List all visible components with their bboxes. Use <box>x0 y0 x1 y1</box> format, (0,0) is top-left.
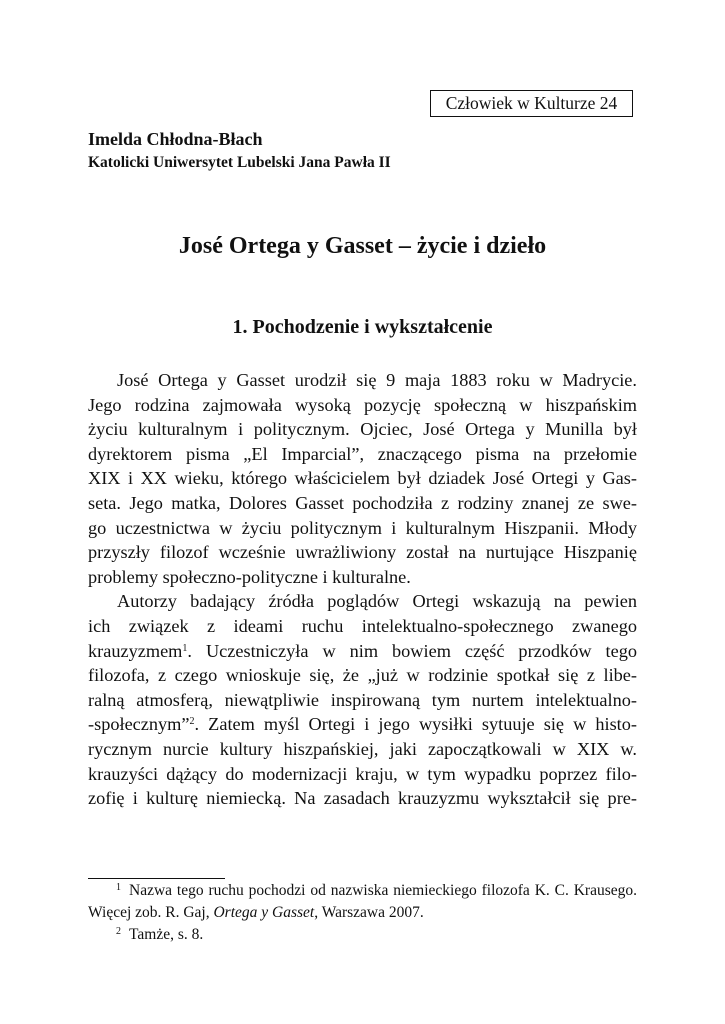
text-line: krauzyści dążący do modernizacji kraju, w tym wypadku poprzez filo- <box>88 763 637 784</box>
footnote-number: 1 <box>116 882 121 893</box>
footnote-text: Nazwa tego ruchu pochodzi od nazwiska niemieckiego filozofa K. C. Krausego. <box>129 882 637 899</box>
text-segment: . Uczestniczyła w nim bowiem część przodków tego <box>187 640 637 661</box>
text-line: Autorzy badający źródła poglądów Ortegi wskazują na pewien <box>117 591 637 612</box>
footnote-divider <box>88 878 225 879</box>
footnote-2 <box>88 924 637 946</box>
footnote-text: , Warszawa 2007. <box>314 904 424 921</box>
footnote-number: 2 <box>116 926 121 937</box>
footnotes <box>88 880 637 946</box>
text-line: życiu kulturalnym i politycznym. Ojciec, José Ortega y Munilla był <box>88 419 637 440</box>
text-line: XIX i XX wieku, którego właścicielem był dziadek José Ortegi y Gas- <box>88 468 637 489</box>
text-line <box>88 639 637 664</box>
text-line: dyrektorem pisma „El Imparcial”, znaczącego pisma na przełomie <box>88 443 637 464</box>
text-segment: -społecznym” <box>88 714 190 735</box>
footnote-text: Tamże, s. 8. <box>129 926 204 943</box>
text-line: José Ortega y Gasset urodził się 9 maja 1883 roku w Madrycie. <box>117 370 637 390</box>
footnote-ref-1[interactable]: 1 <box>182 642 188 654</box>
text-line: filozofa, z czego wnioskuje się, że „już w rodzinie spotkał się z libe- <box>88 665 637 686</box>
text-line: ich związek z ideami ruchu intelektualno-społecznego zwanego <box>88 615 637 636</box>
footnote-ref-2[interactable]: 2 <box>189 716 195 728</box>
text-line: go uczestnictwa w życiu politycznym i kulturalnym Hiszpanii. Młody <box>88 517 637 538</box>
text-line: seta. Jego matka, Dolores Gasset pochodziła z rodziny znanej ze swe- <box>88 492 637 513</box>
text-line: przyszły filozof wcześnie uwrażliwiony został na nurtujące Hiszpanię <box>88 542 637 563</box>
footnote-1-continued <box>88 902 637 924</box>
text-line: ralną atmosferą, niewątpliwie inspirowaną tym nurtem intelektualno- <box>88 689 637 710</box>
text-segment: . Zatem myśl Ortegi i jego wysiłki sytuuje się w histo- <box>194 714 637 735</box>
text-line: Jego rodzina zajmowała wysoką pozycję społeczną w hiszpańskim <box>88 394 637 415</box>
paragraph-1 <box>88 368 637 589</box>
footnote-1 <box>88 880 637 902</box>
text-line <box>88 712 637 737</box>
text-line: problemy społeczno-polityczne i kulturalne. <box>88 566 411 587</box>
article-title: José Ortega y Gasset – życie i dzieło <box>178 233 547 259</box>
footnote-book-title: Ortega y Gasset <box>213 904 315 921</box>
article-body <box>88 368 637 811</box>
journal-label: Człowiek w Kulturze 24 <box>430 90 633 117</box>
text-line: zofię i kulturę niemiecką. Na zasadach krauzyzmu wykształcił się pre- <box>88 788 637 809</box>
footnote-text: Więcej zob. R. Gaj, <box>88 904 214 921</box>
paragraph-2 <box>88 589 637 810</box>
author-affiliation: Katolicki Uniwersytet Lubelski Jana Pawła II <box>88 154 391 171</box>
author-name: Imelda Chłodna-Błach <box>88 129 263 149</box>
text-line: rycznym nurcie kultury hiszpańskiej, jaki zapoczątkowali w XIX w. <box>88 738 637 759</box>
text-segment: krauzyzmem <box>88 640 183 661</box>
section-heading: 1. Pochodzenie i wykształcenie <box>232 316 493 338</box>
